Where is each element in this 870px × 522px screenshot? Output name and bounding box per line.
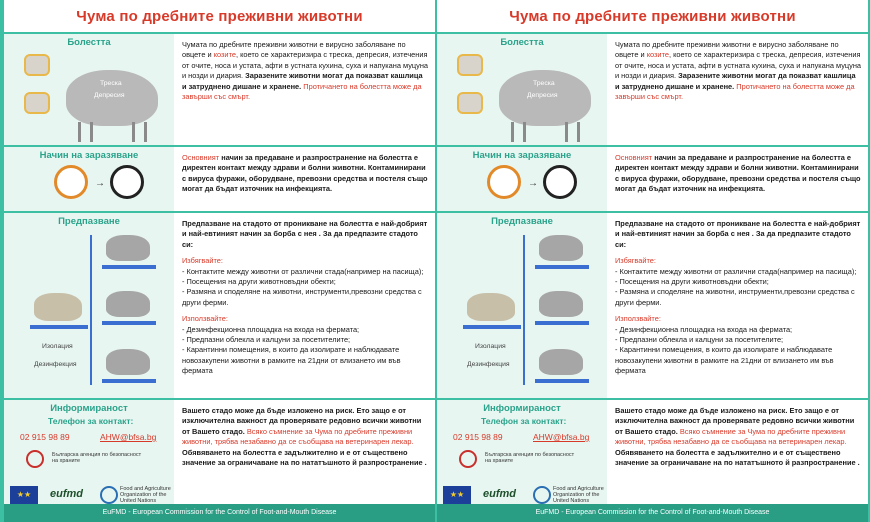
label-disinfection: Дезинфекция: [34, 361, 77, 368]
sheep-icon: [539, 291, 583, 317]
bfsa-logo-icon: [459, 450, 477, 468]
list-item: - Размяна и споделяне на животни, инструменти,превозни средства с други ферми.: [182, 287, 422, 307]
text-bold: Обявяването на болестта е задължително и е от съществено значение за ограничаване на по нататъшното й разпространение .: [615, 447, 860, 468]
isolated-sheep-icon: [467, 293, 515, 321]
ground-bar: [535, 321, 589, 325]
eu-flag-icon: ★★: [10, 486, 38, 504]
illustration-area: [4, 34, 174, 145]
avoid-heading: Избягвайте:: [182, 256, 223, 266]
section-heading-awareness: Информираност: [50, 403, 128, 414]
ground-bar: [102, 265, 156, 269]
disease-text: [607, 34, 868, 145]
text-bold: Заразените животни могат да показват кашлица и затруднено дишане и хранене.: [615, 71, 856, 91]
text: Чумата по дребните преживни животни е вирусно заболяване по овцете и: [182, 40, 406, 60]
section-heading-prevention: Предпазване: [491, 216, 553, 227]
ground-bar: [30, 325, 88, 329]
sheep-leg: [577, 122, 580, 142]
label-isolation: Изолация: [475, 343, 506, 350]
agency-name: Българска агенция по безопасност на храните: [485, 452, 575, 464]
healthy-sheep-icon: [543, 165, 577, 199]
sheep-leg: [132, 122, 135, 142]
text-red: Протичането на болестта може да завърши със смърт.: [182, 81, 422, 102]
awareness-text: [174, 400, 435, 518]
text: Чумата по дребните преживни животни е вирусно заболяване по овцете и: [615, 40, 839, 60]
text-bold: Предпазване на стадото от проникване на болестта е най-добрият и най-евтиният начин за борба с нея . За да предпазите стадото си:: [182, 219, 428, 249]
text: , което се характеризира с треска, депресия, изтечения от очите, носа и устата, афти в устната кухина, суха и напукана муцуна и нозди и диария.: [182, 50, 429, 81]
sheep-leg: [511, 122, 514, 142]
sheep-leg: [90, 122, 93, 142]
ground-bar: [463, 325, 521, 329]
list-item: - Размяна и споделяне на животни, инструменти,превозни средства с други ферми.: [615, 287, 855, 307]
disease-text: [174, 34, 435, 145]
bfsa-logo-icon: [26, 450, 44, 468]
list-item: - Контактите между животни от различни стада(например на пасища);: [182, 266, 424, 276]
label-isolation: Изолация: [42, 343, 73, 350]
poster-title: Чума по дребните преживни животни: [437, 0, 868, 32]
label-fever: Треска: [100, 80, 122, 87]
list-item: - Контактите между животни от различни стада(например на пасища);: [615, 266, 857, 276]
list-item: - Посещения на други животновъдни обекти;: [615, 277, 769, 287]
transmission-text: [174, 147, 435, 211]
label-fever: Треска: [533, 80, 555, 87]
isolated-sheep-icon: [34, 293, 82, 321]
footer: EuFMD - European Commission for the Control of Foot-and-Mouth Disease: [4, 504, 435, 522]
arrow-icon: →: [528, 178, 538, 189]
sheep-icon: [106, 349, 150, 375]
divider-line: [90, 235, 92, 385]
section-awareness: [437, 398, 868, 518]
contact-area: [4, 400, 174, 518]
prevention-text: [174, 213, 435, 398]
illustration-area: [4, 213, 174, 398]
sheep-leg: [78, 122, 81, 142]
awareness-text: [607, 400, 868, 518]
sheep-face-icon: [24, 54, 50, 76]
eufmd-logo: eufmd: [50, 488, 83, 500]
eu-flag-icon: ★★: [443, 486, 471, 504]
list-item: - Предпазни облекла и калцуни за посетителите;: [615, 335, 784, 345]
phone-number[interactable]: 02 915 98 89: [20, 432, 70, 442]
illustration-area: [437, 213, 607, 398]
text-bold: начин за предаване и разпространение на болестта е директен контакт между здрави и болни животни. Контаминирани с вируса фуражи, оборудване, превозни средства и постеля също могат да бъдат източник на инфекцията.: [615, 153, 861, 194]
sheep-face-icon: [24, 92, 50, 114]
poster-right: [437, 0, 868, 522]
sheep-face-icon: [457, 92, 483, 114]
section-disease: [4, 32, 435, 145]
avoid-heading: Избягвайте:: [615, 256, 656, 266]
sheep-icon: [106, 291, 150, 317]
text-red: Всяко съмнение за Чума по дребните преживни животни, трябва незабавно да се съобщава на ветеринарен лекар.: [615, 426, 847, 447]
section-transmission: [4, 145, 435, 211]
sheep-icon: [539, 235, 583, 261]
text-red: козите: [213, 50, 236, 60]
list-item: - Карантинни помещения, в които да изолирате и наблюдавате новозакупени животни в рамките на 21дни от влизането им във фермата: [182, 345, 401, 376]
text-bold: Вашето стадо може да бъде изложено на риск. Ето защо е от изключителна важност да проверявате редовно всички животни от Вашето стадо.: [615, 406, 855, 436]
text: , което се характеризира с треска, депресия, изтечения от очите, носа и устата, афти в устната кухина, суха и напукана муцуна и нозди и диария.: [615, 50, 862, 81]
section-heading-disease: Болестта: [500, 37, 544, 48]
transmission-text: [607, 147, 868, 211]
list-item: - Дезинфекционна площадка на входа на фермата;: [615, 324, 793, 334]
text-bold: Обявяването на болестта е задължително и е от съществено значение за ограничаване на по нататъшното й разпространение .: [182, 447, 427, 468]
contact-area: [437, 400, 607, 518]
infected-sheep-icon: [487, 165, 521, 199]
section-heading-awareness: Информираност: [483, 403, 561, 414]
sheep-icon: [539, 349, 583, 375]
section-transmission: [437, 145, 868, 211]
section-heading-transmission: Начин на заразяване: [472, 150, 572, 161]
label-disinfection: Дезинфекция: [467, 361, 510, 368]
illustration-area: [437, 34, 607, 145]
text-red: Основният: [182, 153, 220, 162]
fao-name: Food and Agriculture Organization of the United Nations: [553, 486, 604, 504]
section-heading-prevention: Предпазване: [58, 216, 120, 227]
section-awareness: [4, 398, 435, 518]
sheep-leg: [144, 122, 147, 142]
section-prevention: [4, 211, 435, 398]
sheep-leg: [523, 122, 526, 142]
email-link[interactable]: AHW@bfsa.bg: [100, 432, 157, 442]
section-heading-disease: Болестта: [67, 37, 111, 48]
fao-logo-icon: [100, 486, 118, 504]
sheep-leg: [565, 122, 568, 142]
text-red: Протичането на болестта може да завърши със смърт.: [615, 81, 855, 102]
arrow-icon: →: [95, 178, 105, 189]
list-item: - Дезинфекционна площадка на входа на фермата;: [182, 324, 360, 334]
list-item: - Предпазни облекла и калцуни за посетителите;: [182, 335, 351, 345]
ground-bar: [535, 265, 589, 269]
illustration-area: [4, 147, 174, 211]
ground-bar: [535, 379, 589, 383]
phone-label: Телефон за контакт:: [481, 416, 567, 426]
poster-left: [4, 0, 435, 522]
use-heading: Използвайте:: [615, 314, 661, 324]
email-link[interactable]: AHW@bfsa.bg: [533, 432, 590, 442]
section-disease: [437, 32, 868, 145]
list-item: - Карантинни помещения, в които да изолирате и наблюдавате новозакупени животни в рамките на 21дни от влизането им във фермата: [615, 345, 834, 376]
footer: EuFMD - European Commission for the Control of Foot-and-Mouth Disease: [437, 504, 868, 522]
sheep-icon: [106, 235, 150, 261]
text-bold: Предпазване на стадото от проникване на болестта е най-добрият и най-евтиният начин за борба с нея . За да предпазите стадото си:: [615, 219, 861, 249]
text-bold: начин за предаване и разпространение на болестта е директен контакт между здрави и болни животни. Контаминирани с вируса фуражи, оборудване, превозни средства и постеля също могат да бъдат източник на инфекцията.: [182, 153, 428, 194]
label-depression: Депресия: [527, 92, 558, 99]
text-bold: Заразените животни могат да показват кашлица и затруднено дишане и хранене.: [182, 71, 423, 91]
prevention-text: [607, 213, 868, 398]
text-red: козите: [646, 50, 669, 60]
phone-label: Телефон за контакт:: [48, 416, 134, 426]
sheep-face-icon: [457, 54, 483, 76]
poster-title: Чума по дребните преживни животни: [4, 0, 435, 32]
text-bold: Вашето стадо може да бъде изложено на риск. Ето защо е от изключителна важност да проверявате редовно всички животни от Вашето стадо.: [182, 406, 422, 436]
list-item: - Посещения на други животновъдни обекти;: [182, 277, 336, 287]
illustration-area: [437, 147, 607, 211]
section-heading-transmission: Начин на заразяване: [39, 150, 139, 161]
section-prevention: [437, 211, 868, 398]
fao-name: Food and Agriculture Organization of the United Nations: [120, 486, 171, 504]
text-red: Всяко съмнение за Чума по дребните преживни животни, трябва незабавно да се съобщава на ветеринарен лекар.: [182, 426, 414, 447]
ground-bar: [102, 321, 156, 325]
fao-logo-icon: [533, 486, 551, 504]
divider-line: [523, 235, 525, 385]
use-heading: Използвайте:: [182, 314, 228, 324]
eufmd-logo: eufmd: [483, 488, 516, 500]
agency-name: Българска агенция по безопасност на храните: [52, 452, 142, 464]
ground-bar: [102, 379, 156, 383]
text-red: Основният: [615, 153, 653, 162]
healthy-sheep-icon: [110, 165, 144, 199]
phone-number[interactable]: 02 915 98 89: [453, 432, 503, 442]
infected-sheep-icon: [54, 165, 88, 199]
label-depression: Депресия: [94, 92, 125, 99]
